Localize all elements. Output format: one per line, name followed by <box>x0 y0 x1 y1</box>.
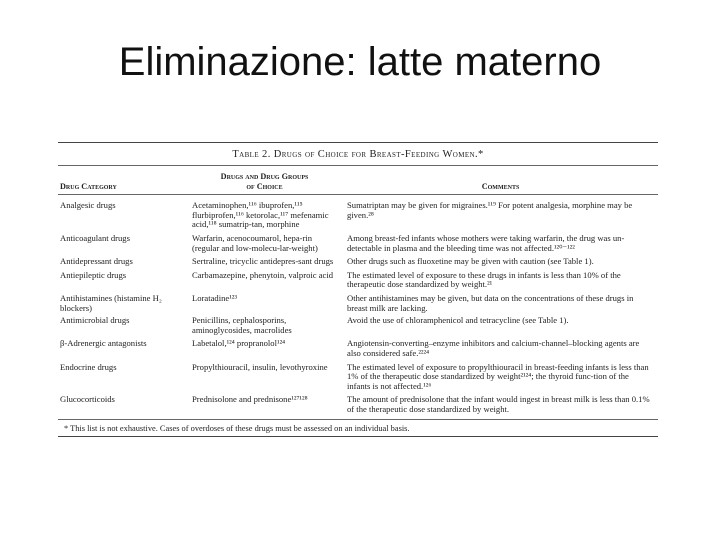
header-drugs <box>186 172 341 191</box>
row-drugs: Labetalol,¹²⁴ propranolol¹²⁴ <box>192 338 286 349</box>
row-drugs: Propylthiouracil, insulin, levothyroxine <box>192 361 328 372</box>
row-comments: Among breast-fed infants whose mothers were taking warfarin, the drug was un-detectable in plasma and the bleeding time was not affected.¹²⁰⁻¹²² <box>347 232 625 253</box>
table-row <box>58 314 658 336</box>
row-category: Anticoagulant drugs <box>60 232 130 243</box>
row-drugs: Penicillins, cephalosporins, aminoglycosides, macrolides <box>192 315 292 335</box>
header-comments: Comments <box>481 181 520 191</box>
row-comments: The amount of prednisolone that the infant would ingest in breast milk is less than 0.1% of the therapeutic dose standardized by weight. <box>347 394 650 414</box>
table-row <box>58 291 658 314</box>
row-category: Antidepressant drugs <box>60 256 133 267</box>
row-comments: Angiotensin-converting–enzyme inhibitors and calcium-channel–blocking agents are also considered safe.²²²⁴ <box>347 338 640 358</box>
row-drugs: Carbamazepine, phenytoin, valproic acid <box>192 269 334 280</box>
row-category: β-Adrenergic antagonists <box>60 338 147 349</box>
row-category: Glucocorticoids <box>60 394 115 405</box>
row-comments: The estimated level of exposure to propylthiouracil in breast-feeding infants is less than 1% of the therapeutic dose standardized by weight²¹²⁴; the thyroid func-tion of the infants is not affected.¹²⁶ <box>347 361 649 391</box>
row-drugs: Sertraline, tricyclic antidepres-sant drugs <box>192 256 334 267</box>
row-drugs: Acetaminophen,¹¹⁶ ibuprofen,¹¹⁵ flurbiprofen,¹¹⁶ ketorolac,¹¹⁷ mefenamic acid,¹¹⁸ sumatrip-tan, morphine <box>192 200 329 230</box>
slide-title: Eliminazione: latte materno <box>118 40 602 84</box>
row-category: Antiepileptic drugs <box>60 269 127 280</box>
row-comments: Sumatriptan may be given for migraines.¹¹⁹ For potent analgesia, morphine may be given.²⁸ <box>347 200 633 220</box>
table-row <box>58 392 658 419</box>
table-title: Table 2. Drugs of Choice for Breast-Feeding Women.* <box>232 149 484 160</box>
table-row <box>58 360 658 393</box>
row-category: Endocrine drugs <box>60 361 117 372</box>
table-row <box>58 268 658 291</box>
row-drugs: Prednisolone and prednisone¹²⁷¹²⁸ <box>192 394 308 405</box>
row-drugs: Loratadine¹²³ <box>192 292 237 303</box>
header-category: Drug Category <box>60 181 117 191</box>
header-drugs-line1: Drugs and Drug Groups <box>220 172 309 181</box>
drug-table <box>58 142 658 437</box>
row-comments: Avoid the use of chloramphenicol and tetracycline (see Table 1). <box>347 315 569 326</box>
row-comments: Other drugs such as fluoxetine may be given with caution (see Table 1). <box>347 256 594 267</box>
row-drugs: Warfarin, acenocoumarol, hepa-rin (regular and low-molecu-lar-weight) <box>192 232 318 253</box>
row-category: Antimicrobial drugs <box>60 315 130 326</box>
row-comments: The estimated level of exposure to these drugs in infants is less than 10% of the therapeutic dose standardized by weight.²¹ <box>347 269 621 290</box>
table-row <box>58 254 658 268</box>
row-comments: Other antihistamines may be given, but data on the concentrations of these drugs in breast milk are lacking. <box>347 292 634 313</box>
row-category: Analgesic drugs <box>60 200 116 211</box>
header-drugs-line2: of Choice <box>246 181 283 191</box>
table-row <box>58 231 658 254</box>
table-row <box>58 195 658 231</box>
table-footnote: * This list is not exhaustive. Cases of overdoses of these drugs must be assessed on an individual basis. <box>58 420 658 437</box>
table-row <box>58 336 658 359</box>
row-category: Antihistamines (histamine H₂ blockers) <box>60 292 162 313</box>
table-header-row <box>58 166 658 194</box>
